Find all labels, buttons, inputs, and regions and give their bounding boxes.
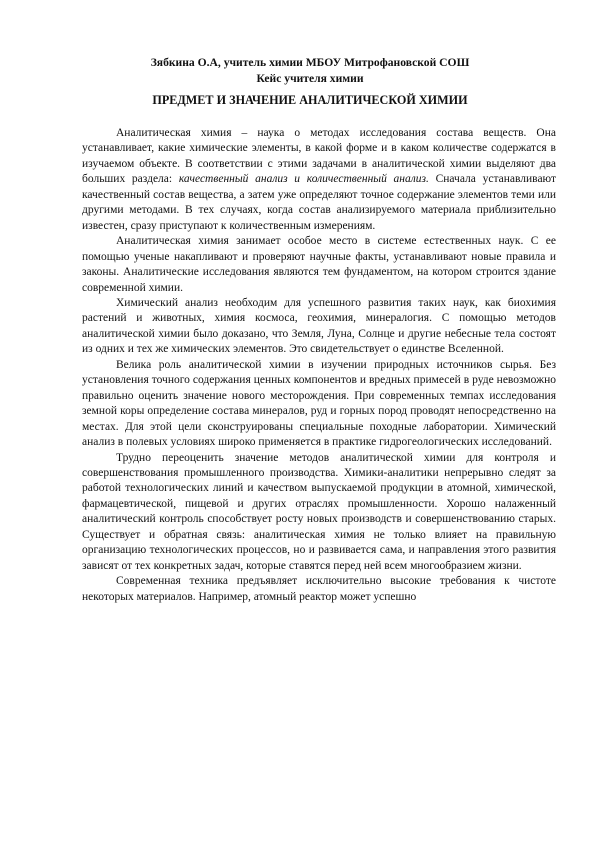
paragraph-4 xyxy=(82,358,556,451)
paragraph-1-text: Аналитическая химия – наука о методах исследования состава веществ. Она устанавливает, какие химические элементы, в какой форме и в каком количестве содержатся в изучаемом объекте. В соответствии с этими задачами в аналитической химии выделяют два больших раздела: xyxy=(82,127,556,186)
paragraph-1 xyxy=(82,126,556,234)
paragraph-2-text: Аналитическая химия занимает особое место в системе естественных наук. С ее помощью ученые накапливают и проверяют научные факты, устанавливают новые правила и законы. Аналитические исследования являются тем фундаментом, на котором строится здание современной химии. xyxy=(82,235,556,294)
document-subtitle: Кейс учителя химии xyxy=(256,72,364,85)
document-body xyxy=(82,126,556,605)
paragraph-2 xyxy=(82,234,556,296)
paragraph-1-text-continued: Сначала устанавливают качественный состав вещества, а затем уже определяют точное содержание элементов теми или другими методами. В тех случаях, когда состав анализируемого материала приблизительно известен, сразу приступают к количественным измерениям. xyxy=(82,173,557,232)
document-title: ПРЕДМЕТ И ЗНАЧЕНИЕ АНАЛИТИЧЕСКОЙ ХИМИИ xyxy=(152,93,468,107)
paragraph-6-text: Современная техника предъявляет исключительно высокие требования к чистоте некоторых материалов. Например, атомный реактор может успешно xyxy=(82,575,556,603)
paragraph-3-text: Химический анализ необходим для успешного развития таких наук, как биохимия растений и животных, химия космоса, геохимия, минералогия. С помощью методов аналитической химии было доказано, что Земля, Луна, Солнце и другие небесные тела состоят из одних и тех же химических элементов. Это свидетельствует о единстве Вселенной. xyxy=(82,296,556,356)
paragraph-6 xyxy=(82,574,556,605)
paragraph-5 xyxy=(82,451,556,575)
paragraph-5-text: Трудно переоценить значение методов аналитической химии для контроля и совершенствования промышленного производства. Химики-аналитики непрерывно следят за работой технологических линий и качеством выпускаемой продукции в атомной, химической, фармацевтической, пищевой и других отраслях промышленности. Хорошо налаженный аналитический контроль способствует росту новых производств и совершенствованию старых. Существует и обратная связь: аналитическая химия не только влияет на правильную организацию технологических процессов, но и развивается сама, и направления этого развития зависят от тех конкретных задач, которые ставятся перед ней всем многообразием жизни. xyxy=(82,451,556,572)
author-line: Зябкина О.А, учитель химии МБОУ Митрофановской СОШ xyxy=(150,56,470,69)
paragraph-3 xyxy=(82,296,556,358)
paragraph-4-text: Велика роль аналитической химии в изучении природных источников сырья. Без установления точного содержания ценных компонентов и вредных примесей в руде невозможно правильно оценить значение нового месторождения. При современных темпах исследования земной коры определение состава минералов, руд и горных пород проводят непосредственно на местах. Для этой цели сконструированы специальные походные лаборатории. Химический анализ в полевых условиях широко применяется в практике гидрогеологических исследований. xyxy=(82,358,556,449)
paragraph-1-emphasis: качественный анализ и количественный анализ. xyxy=(178,173,429,186)
